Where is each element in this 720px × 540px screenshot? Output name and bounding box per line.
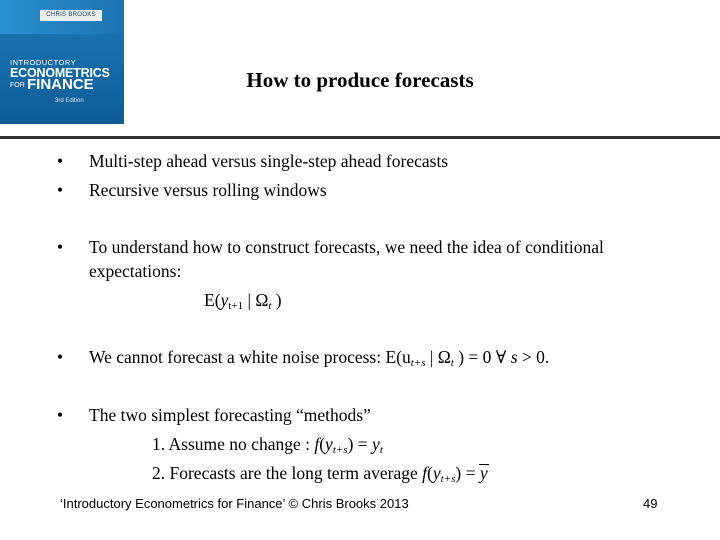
y-bar-symbol: y: [479, 463, 488, 483]
cover-edition: 3rd Edition: [55, 98, 84, 104]
bullet-dot: •: [57, 151, 64, 171]
method-long-term-average: 2. Forecasts are the long term average $f(y_{t+s}) = y$: [152, 463, 488, 485]
method-no-change: 1. Assume no change : $f(y_{t+s}) = y_t$: [152, 434, 383, 456]
bullet-dot: •: [57, 347, 64, 367]
cover-title-line4: FINANCE: [27, 76, 94, 93]
cover-title-line1: INTRODUCTORY: [10, 58, 77, 67]
bullet-text-line1: To understand how to construct forecasts, we need the idea of conditional: [89, 237, 604, 257]
slide-title-text: How to produce forecasts: [246, 68, 474, 92]
bullet-dot: •: [57, 405, 64, 425]
cover-author: CHRIS BROOKS: [40, 10, 102, 21]
bullet-text-line2: expectations:: [89, 261, 182, 281]
title-divider: [0, 136, 720, 139]
book-cover-image: [0, 0, 124, 124]
slide-title: [0, 68, 720, 93]
bullet-text: Recursive versus rolling windows: [89, 180, 327, 200]
page-number: 49: [643, 496, 658, 511]
bullet-dot: •: [57, 237, 64, 257]
conditional-expectation-formula: $E(y_{t+1}$ | $\Omega_t$ ): [204, 290, 282, 312]
cover-title-line2: ECONOMETRICS: [10, 66, 110, 80]
cover-title-line3: FOR: [10, 82, 25, 89]
footer-source: ‘Introductory Econometrics for Finance’ © Chris Brooks 2013: [60, 496, 409, 511]
bullet-dot: •: [57, 180, 64, 200]
bullet-text: We cannot forecast a white noise process: $E(u_{t+s}$ | $\Omega_t$ ) = 0 ∀ s > 0.: [89, 347, 550, 369]
bullet-text: The two simplest forecasting “methods”: [89, 405, 371, 425]
bullet-text: Multi-step ahead versus single-step ahead forecasts: [89, 151, 449, 171]
